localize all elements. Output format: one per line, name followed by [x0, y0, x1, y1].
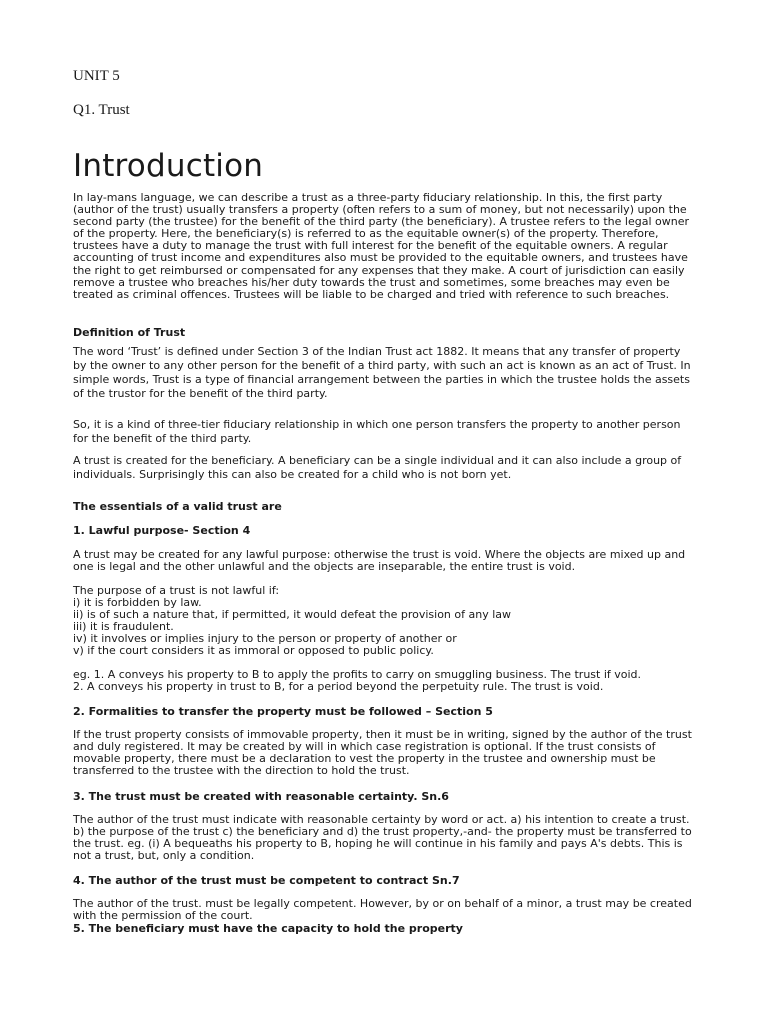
list-item: iv) it involves or implies injury to the person or property of another or	[73, 632, 457, 646]
unit-label: UNIT 5	[73, 68, 120, 84]
section-4-heading: 4. The author of the trust must be competent to contract Sn.7	[73, 874, 460, 887]
section-1-paragraph: A trust may be created for any lawful purpose: otherwise the trust is void. Where the objects are mixed up and one is legal and the other unlawful and the objects are inseparable, the entire trust is void.	[73, 548, 686, 574]
list-item: iii) it is fraudulent.	[73, 620, 174, 634]
list-intro: The purpose of a trust is not lawful if:	[73, 584, 280, 597]
section-3-paragraph: The author of the trust must indicate with reasonable certainty by word or act. a) his intention to create a trust. b) the purpose of the trust c) the beneficiary and d) the trust property,-and- the property must be transferred to the trust. eg. (i) A bequeaths his property to B, hoping he will continue in his family and pays A's debts. This is not a trust, but, only a condition.	[73, 813, 692, 863]
section-1-heading: 1. Lawful purpose- Section 4	[73, 524, 251, 537]
section-3-heading: 3. The trust must be created with reasonable certainty. Sn.6	[73, 790, 449, 803]
list-item: v) if the court considers it as immoral or opposed to public policy.	[73, 644, 434, 658]
definition-paragraph-3: A trust is created for the beneficiary. A beneficiary can be a single individual and it can also include a group of individuals. Surprisingly this can also be created for a child who is not born yet.	[73, 454, 682, 481]
list-item: i) it is forbidden by law.	[73, 596, 202, 610]
section-2-heading: 2. Formalities to transfer the property must be followed – Section 5	[73, 705, 493, 718]
essentials-heading: The essentials of a valid trust are	[73, 500, 282, 513]
list-item: ii) is of such a nature that, if permitted, it would defeat the provision of any law	[73, 608, 512, 622]
section-2-paragraph: If the trust property consists of immovable property, then it must be in writing, signed by the author of the trust and duly registered. It may be created by will in which case registration is optional. If the trust consists of movable property, there must be a declaration to vest the property in the trustee and ownership must be transferred to the trustee with the direction to hold the trust.	[73, 728, 692, 778]
question-label: Q1. Trust	[73, 102, 130, 118]
section-5-heading: 5. The beneficiary must have the capacity to hold the property	[73, 922, 463, 935]
unlawful-purpose-list	[73, 585, 693, 658]
introduction-paragraph: In lay-mans language, we can describe a trust as a three-party fiduciary relationship. In this, the first party (author of the trust) usually transfers a property (often refers to a sum of money, but not necessarily) upon the second party (the trustee) for the benefit of the third party (the beneficiary). A trustee refers to the legal owner of the property. Here, the beneficiary(s) is referred to as the equitable owner(s) of the property. Therefore, trustees have a duty to manage the trust with full interest for the benefit of the equitable owners. A regular accounting of trust income and expenditures also must be provided to the equitable owners, and trustees have the right to get reimbursed or compensated for any expenses that they make. A court of jurisdiction can easily remove a trustee who breaches his/her duty towards the trust and sometimes, some breaches may even be treated as criminal offences. Trustees will be liable to be charged and tried with reference to such breaches.	[73, 191, 690, 301]
example-item: eg. 1. A conveys his property to B to apply the profits to carry on smuggling business. The trust if void.	[73, 668, 642, 681]
introduction-heading: Introduction	[73, 148, 264, 184]
example-item: 2. A conveys his property in trust to B, for a period beyond the perpetuity rule. The trust is void.	[73, 680, 604, 694]
definition-paragraph-1: The word ‘Trust’ is defined under Section 3 of the Indian Trust act 1882. It means that any transfer of property by the owner to any other person for the benefit of a third party, with such an act is known as an act of Trust. In simple words, Trust is a type of financial arrangement between the parties in which the trustee holds the assets of the trustor for the benefit of the third party.	[73, 345, 691, 400]
section-4-paragraph: The author of the trust. must be legally competent. However, by or on behalf of a minor, a trust may be created with the permission of the court.	[73, 897, 692, 923]
examples-list	[73, 669, 693, 693]
definition-paragraph-2: So, it is a kind of three-tier fiduciary relationship in which one person transfers the property to another person for the benefit of the third party.	[73, 418, 681, 445]
definition-heading: Definition of Trust	[73, 326, 186, 339]
